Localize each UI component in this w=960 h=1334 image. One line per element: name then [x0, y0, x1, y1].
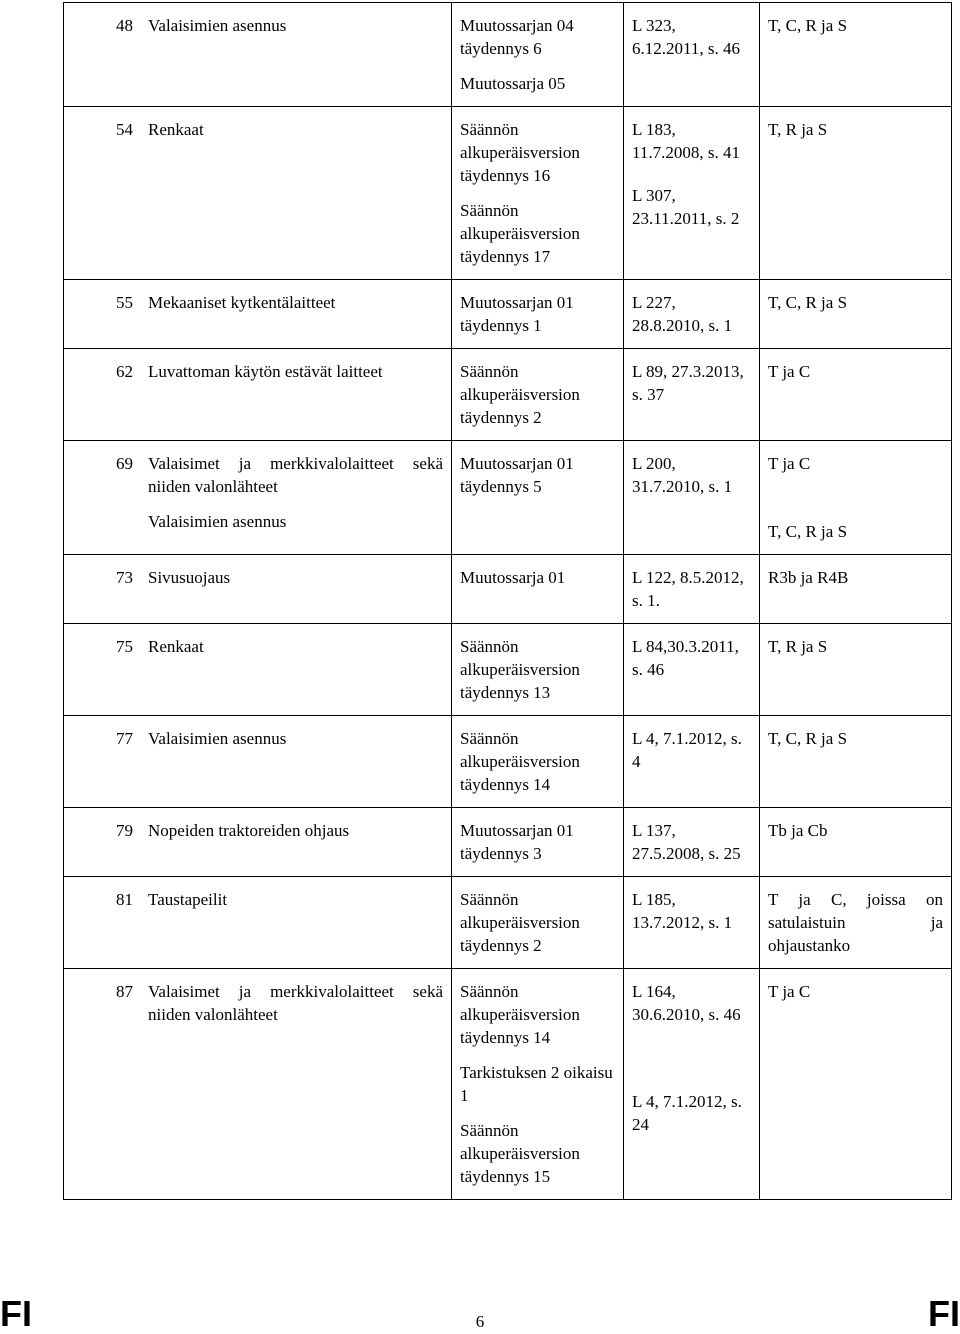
vehicle-category: T ja C [768, 454, 811, 473]
regulation-subject: Sivusuojaus [148, 568, 231, 587]
vehicle-category-cell [760, 3, 952, 107]
version-cell [452, 624, 624, 716]
vehicle-category: T, R ja S [768, 120, 828, 139]
regulation-number: 87 [116, 982, 133, 1001]
vehicle-category-cell [760, 716, 952, 808]
vehicle-category-cell [760, 969, 952, 1200]
version-cell [452, 808, 624, 877]
version-cell [452, 969, 624, 1200]
vehicle-category-cell [760, 555, 952, 624]
journal-reference: L 307, 23.11.2011, s. 2 [632, 186, 740, 228]
regulation-subject: Renkaat [148, 637, 204, 656]
version-cell [452, 3, 624, 107]
regulation-cell [64, 624, 452, 716]
journal-reference: L 137, 27.5.2008, s. 25 [632, 821, 741, 863]
vehicle-category: T ja C [768, 362, 811, 381]
table-row [64, 877, 952, 969]
table-row [64, 107, 952, 280]
table-row [64, 624, 952, 716]
vehicle-category: Tb ja Cb [768, 821, 828, 840]
regulation-version: Säännön alkuperäisversion täydennys 16 [460, 120, 580, 185]
regulation-number: 69 [116, 454, 133, 473]
regulation-number: 79 [116, 821, 133, 840]
vehicle-category-cell [760, 107, 952, 280]
regulation-cell [64, 349, 452, 441]
vehicle-category: R3b ja R4B [768, 568, 849, 587]
regulation-version: Säännön alkuperäisversion täydennys 13 [460, 637, 580, 702]
table-row [64, 441, 952, 555]
regulation-number: 75 [116, 637, 133, 656]
journal-reference-cell [624, 877, 760, 969]
table-row [64, 555, 952, 624]
journal-reference: L 164, 30.6.2010, s. 46 [632, 982, 741, 1024]
regulation-version: Säännön alkuperäisversion täydennys 15 [460, 1121, 580, 1186]
version-cell [452, 877, 624, 969]
version-cell [452, 349, 624, 441]
regulation-subject: Taustapeilit [148, 890, 228, 909]
version-cell [452, 280, 624, 349]
journal-reference: L 4, 7.1.2012, s. 4 [632, 729, 742, 771]
regulation-version: Muutossarja 05 [460, 74, 566, 93]
regulation-version: Muutossarja 01 [460, 568, 566, 587]
journal-reference: L 183, 11.7.2008, s. 41 [632, 120, 740, 162]
page-number: 6 [475, 1312, 485, 1331]
journal-reference-cell [624, 3, 760, 107]
table-row [64, 716, 952, 808]
regulation-subject: Renkaat [148, 120, 204, 139]
regulation-number: 77 [116, 729, 133, 748]
regulation-subject: Luvattoman käytön estävät laitteet [148, 362, 383, 381]
journal-reference-cell [624, 716, 760, 808]
regulation-subject: Nopeiden traktoreiden ohjaus [148, 821, 350, 840]
table-row [64, 280, 952, 349]
journal-reference-cell [624, 349, 760, 441]
regulations-table [63, 2, 952, 1200]
journal-reference: L 4, 7.1.2012, s. 24 [632, 1092, 742, 1134]
journal-reference-cell [624, 441, 760, 555]
regulation-version: Muutossarjan 01 täydennys 1 [460, 293, 574, 335]
regulation-subject: Valaisimet ja merkkivalolaitteet sekä niiden valonlähteet [148, 454, 443, 496]
journal-reference: L 200, 31.7.2010, s. 1 [632, 454, 733, 496]
vehicle-category-cell [760, 280, 952, 349]
regulation-number: 54 [116, 120, 133, 139]
regulation-cell [64, 808, 452, 877]
journal-reference-cell [624, 280, 760, 349]
regulation-cell [64, 3, 452, 107]
regulation-number: 81 [116, 890, 133, 909]
vehicle-category-cell [760, 808, 952, 877]
regulation-subject: Mekaaniset kytkentälaitteet [148, 293, 336, 312]
regulation-cell [64, 441, 452, 555]
journal-reference: L 227, 28.8.2010, s. 1 [632, 293, 733, 335]
vehicle-category: T, C, R ja S [768, 16, 848, 35]
table-row [64, 3, 952, 107]
regulation-cell [64, 107, 452, 280]
regulation-number: 73 [116, 568, 133, 587]
footer-country-mark-right: FI [928, 1293, 960, 1334]
regulation-subject: Valaisimet ja merkkivalolaitteet sekä niiden valonlähteet [148, 982, 443, 1024]
journal-reference-cell [624, 107, 760, 280]
vehicle-category: T ja C, joissa on satulaistuin ja ohjaustanko [768, 890, 943, 955]
version-cell [452, 107, 624, 280]
footer-country-mark-left: FI [0, 1293, 32, 1334]
vehicle-category: T, C, R ja S [768, 522, 848, 541]
regulation-cell [64, 969, 452, 1200]
regulation-number: 48 [116, 16, 133, 35]
vehicle-category-cell [760, 349, 952, 441]
journal-reference-cell [624, 555, 760, 624]
table-row [64, 349, 952, 441]
regulation-version: Säännön alkuperäisversion täydennys 2 [460, 362, 580, 427]
regulation-version: Muutossarjan 01 täydennys 5 [460, 454, 574, 496]
regulation-subject: Valaisimien asennus [148, 512, 287, 531]
regulations-table-body [64, 3, 952, 1200]
vehicle-category: T ja C [768, 982, 811, 1001]
vehicle-category: T, C, R ja S [768, 729, 848, 748]
table-row [64, 808, 952, 877]
regulation-subject: Valaisimien asennus [148, 729, 287, 748]
regulation-cell [64, 877, 452, 969]
vehicle-category: T, R ja S [768, 637, 828, 656]
regulation-cell [64, 716, 452, 808]
version-cell [452, 555, 624, 624]
regulation-number: 62 [116, 362, 133, 381]
vehicle-category-cell [760, 441, 952, 555]
regulation-version: Tarkistuksen 2 oikaisu 1 [460, 1063, 613, 1105]
version-cell [452, 716, 624, 808]
table-row [64, 969, 952, 1200]
journal-reference: L 89, 27.3.2013, s. 37 [632, 362, 744, 404]
journal-reference-cell [624, 624, 760, 716]
vehicle-category: T, C, R ja S [768, 293, 848, 312]
version-cell [452, 441, 624, 555]
regulation-number: 55 [116, 293, 133, 312]
regulation-cell [64, 280, 452, 349]
regulation-cell [64, 555, 452, 624]
regulation-version: Muutossarjan 04 täydennys 6 [460, 16, 574, 58]
journal-reference-cell [624, 808, 760, 877]
regulation-version: Säännön alkuperäisversion täydennys 14 [460, 982, 580, 1047]
journal-reference: L 323, 6.12.2011, s. 46 [632, 16, 740, 58]
journal-reference: L 84,30.3.2011, s. 46 [632, 637, 739, 679]
regulation-version: Säännön alkuperäisversion täydennys 2 [460, 890, 580, 955]
journal-reference: L 185, 13.7.2012, s. 1 [632, 890, 733, 932]
regulation-version: Säännön alkuperäisversion täydennys 14 [460, 729, 580, 794]
journal-reference-cell [624, 969, 760, 1200]
regulation-subject: Valaisimien asennus [148, 16, 287, 35]
vehicle-category-cell [760, 624, 952, 716]
journal-reference: L 122, 8.5.2012, s. 1. [632, 568, 744, 610]
regulation-version: Säännön alkuperäisversion täydennys 17 [460, 201, 580, 266]
regulation-version: Muutossarjan 01 täydennys 3 [460, 821, 574, 863]
vehicle-category-cell [760, 877, 952, 969]
